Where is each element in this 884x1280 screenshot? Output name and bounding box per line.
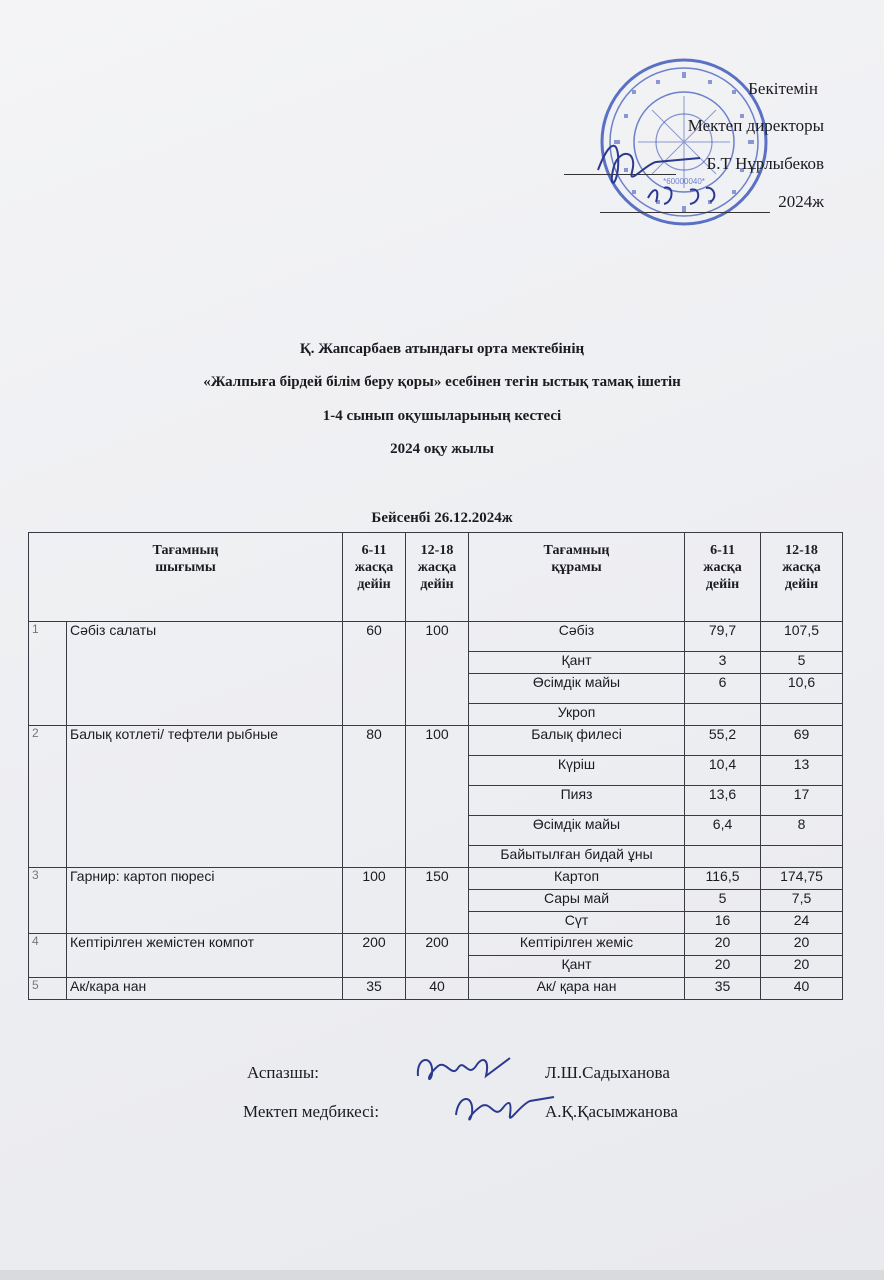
dish-name: Балық котлеті/ тефтели рыбные — [67, 726, 343, 868]
dish-yield-12-18: 100 — [406, 726, 469, 868]
ingredient-amount-6-11: 13,6 — [685, 786, 761, 816]
ingredient-amount-12-18: 10,6 — [761, 674, 843, 704]
ingredient-name: Кептірілген жеміс — [469, 934, 685, 956]
approval-role: Мектеп директоры — [687, 116, 824, 135]
ingredient-amount-12-18: 17 — [761, 786, 843, 816]
header-composition: Тағамның құрамы — [469, 533, 685, 622]
header-age-12-18: 12-18 жасқа дейін — [406, 533, 469, 622]
ingredient-amount-12-18 — [761, 704, 843, 726]
cook-label: Аспазшы: — [247, 1063, 319, 1082]
dish-yield-12-18: 40 — [406, 978, 469, 1000]
approval-date: 2024ж — [778, 192, 824, 211]
director-signature — [590, 128, 790, 218]
ingredient-amount-12-18: 20 — [761, 956, 843, 978]
dish-yield-6-11: 200 — [343, 934, 406, 978]
ingredient-name: Картоп — [469, 868, 685, 890]
ingredient-name: Қант — [469, 652, 685, 674]
table-header-row — [29, 533, 843, 622]
ingredient-name: Сүт — [469, 912, 685, 934]
nurse-label: Мектеп медбикесі: — [243, 1102, 380, 1121]
ingredient-name: Өсімдік майы — [469, 816, 685, 846]
ingredient-amount-12-18: 69 — [761, 726, 843, 756]
director-name: Б.Т Нұрлыбеков — [706, 154, 824, 173]
dish-number: 4 — [29, 934, 67, 978]
dish-number: 5 — [29, 978, 67, 1000]
dish-yield-6-11: 60 — [343, 622, 406, 726]
ingredient-name: Сәбіз — [469, 622, 685, 652]
header-age-6-11: 6-11 жасқа дейін — [343, 533, 406, 622]
dish-name: Кептірілген жемістен компот — [67, 934, 343, 978]
ingredient-amount-6-11: 20 — [685, 934, 761, 956]
dish-yield-12-18: 150 — [406, 868, 469, 934]
dish-yield-6-11: 80 — [343, 726, 406, 868]
ingredient-amount-6-11 — [685, 846, 761, 868]
school-heading: Қ. Жапсарбаев атындағы орта мектебінің — [299, 341, 585, 357]
dish-yield-12-18: 200 — [406, 934, 469, 978]
ingredient-amount-12-18: 24 — [761, 912, 843, 934]
ingredient-amount-12-18: 107,5 — [761, 622, 843, 652]
table-row — [29, 978, 843, 1000]
ingredient-name: Пияз — [469, 786, 685, 816]
ingredient-amount-6-11: 35 — [685, 978, 761, 1000]
ingredient-name: Укроп — [469, 704, 685, 726]
dish-number: 1 — [29, 622, 67, 726]
header-age-6-11-b: 6-11 жасқа дейін — [685, 533, 761, 622]
ingredient-name: Байытылған бидай ұны — [469, 846, 685, 868]
menu-table — [28, 532, 843, 1000]
cook-signature — [412, 1048, 522, 1088]
ingredient-amount-6-11: 10,4 — [685, 756, 761, 786]
ingredient-name: Қант — [469, 956, 685, 978]
ingredient-name: Сары май — [469, 890, 685, 912]
fund-heading: «Жалпыға бірдей білім беру қоры» есебінен тегін ыстық тамақ ішетін — [203, 374, 681, 390]
approval-title: Бекітемін — [748, 79, 818, 98]
ingredient-amount-12-18 — [761, 846, 843, 868]
ingredient-amount-12-18: 20 — [761, 934, 843, 956]
ingredient-amount-6-11: 5 — [685, 890, 761, 912]
header-dish: Тағамның шығымы — [29, 533, 343, 622]
ingredient-amount-6-11: 116,5 — [685, 868, 761, 890]
ingredient-amount-12-18: 174,75 — [761, 868, 843, 890]
ingredient-name: Өсімдік майы — [469, 674, 685, 704]
ingredient-amount-6-11: 55,2 — [685, 726, 761, 756]
ingredient-amount-6-11: 3 — [685, 652, 761, 674]
table-row — [29, 868, 843, 890]
dish-yield-12-18: 100 — [406, 622, 469, 726]
day-heading: Бейсенбі 26.12.2024ж — [371, 510, 513, 526]
grades-heading: 1-4 сынып оқушыларының кестесі — [322, 408, 562, 424]
dish-name: Сәбіз салаты — [67, 622, 343, 726]
year-heading: 2024 оқу жылы — [390, 441, 494, 457]
dish-name: Ак/кара нан — [67, 978, 343, 1000]
table-row — [29, 622, 843, 652]
nurse-name: А.Қ.Қасымжанова — [545, 1102, 678, 1121]
ingredient-amount-6-11: 6,4 — [685, 816, 761, 846]
ingredient-amount-6-11: 6 — [685, 674, 761, 704]
ingredient-amount-12-18: 13 — [761, 756, 843, 786]
menu-table-body — [29, 622, 843, 1000]
ingredient-amount-6-11: 20 — [685, 956, 761, 978]
dish-yield-6-11: 35 — [343, 978, 406, 1000]
dish-number: 3 — [29, 868, 67, 934]
cook-name: Л.Ш.Садыханова — [545, 1063, 670, 1082]
ingredient-name: Балық филесі — [469, 726, 685, 756]
ingredient-amount-12-18: 5 — [761, 652, 843, 674]
dish-number: 2 — [29, 726, 67, 868]
ingredient-amount-6-11: 16 — [685, 912, 761, 934]
ingredient-name: Ак/ қара нан — [469, 978, 685, 1000]
dish-name: Гарнир: картоп пюресі — [67, 868, 343, 934]
ingredient-amount-12-18: 8 — [761, 816, 843, 846]
svg-text:*60000040*: *60000040* — [663, 177, 705, 186]
ingredient-amount-6-11 — [685, 704, 761, 726]
ingredient-amount-12-18: 7,5 — [761, 890, 843, 912]
ingredient-amount-12-18: 40 — [761, 978, 843, 1000]
table-row — [29, 934, 843, 956]
nurse-signature — [450, 1085, 560, 1130]
ingredient-name: Күріш — [469, 756, 685, 786]
table-row — [29, 726, 843, 756]
dish-yield-6-11: 100 — [343, 868, 406, 934]
ingredient-amount-6-11: 79,7 — [685, 622, 761, 652]
header-age-12-18-b: 12-18 жасқа дейін — [761, 533, 843, 622]
